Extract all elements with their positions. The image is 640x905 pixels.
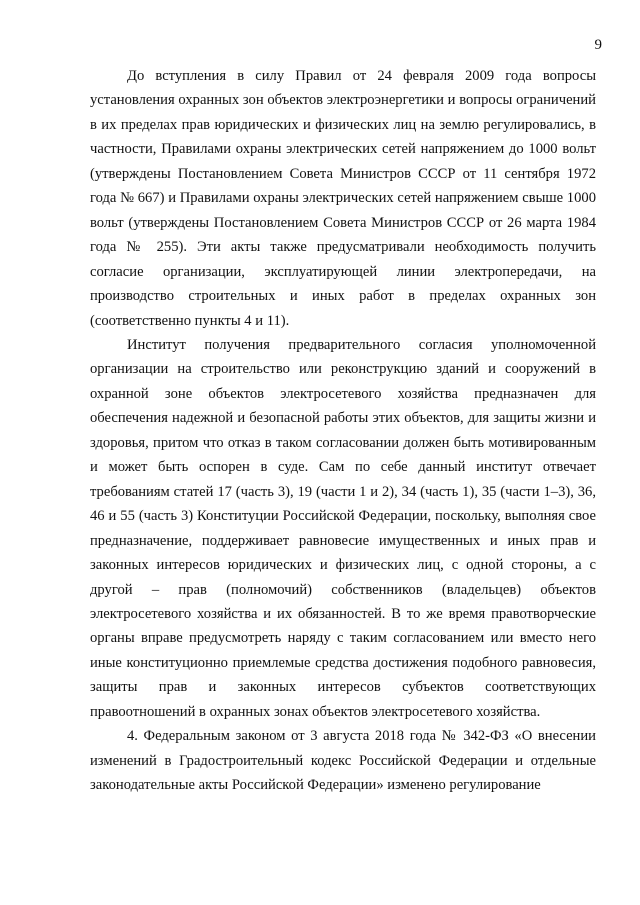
page-number: 9 — [594, 37, 602, 53]
paragraph: 4. Федеральным законом от 3 августа 2018 года № 342-ФЗ «О внесении изменений в Градостроительный кодекс Российской Федерации и отдельные законодательные акты Российской Федерации» изменено регулирование — [90, 728, 596, 794]
paragraph: Институт получения предварительного согласия уполномоченной организации на строительство или реконструкцию зданий и сооружений в охранной зоне объектов электросетевого хозяйства предназначен для обеспечения надежной и безопасной работы этих объектов, для защиты жизни и здоровья, притом что отказ в таком согласовании должен быть мотивированным и может быть оспорен в суде. Сам по себе данный институт отвечает требованиям статей 17 (часть 3), 19 (части 1 и 2), 34 (часть 1), 35 (части 1–3), 36, 46 и 55 (часть 3) Конституции Российской Федерации, поскольку, выполняя свое предназначение, поддерживает равновесие имущественных и иных прав и законных интересов юридических и физических лиц, с одной стороны, а с другой – прав (полномочий) собственников (владельцев) объектов электросетевого хозяйства и их обязанностей. В то же время правотворческие органы вправе предусмотреть наряду с таким согласованием или вместо него иные конституционно приемлемые средства достижения подобного равновесия, защиты прав и законных интересов субъектов соответствующих правоотношений в охранных зонах объектов электросетевого хозяйства. — [90, 336, 596, 720]
document-body — [90, 64, 596, 798]
paragraph: До вступления в силу Правил от 24 февраля 2009 года вопросы установления охранных зон объектов электроэнергетики и вопросы ограничений в их пределах прав юридических и физических лиц на землю регулировались, в частности, Правилами охраны электрических сетей напряжением до 1000 вольт (утверждены Постановлением Совета Министров СССР от 11 сентября 1972 года № 667) и Правилами охраны электрических сетей напряжением свыше 1000 вольт (утверждены Постановлением Совета Министров СССР от 26 марта 1984 года № 255). Эти акты также предусматривали необходимость получить согласие организации, эксплуатирующей линии электропередачи, на производство строительных и иных работ в пределах охранных зон (соответственно пункты 4 и 11). — [90, 68, 596, 329]
